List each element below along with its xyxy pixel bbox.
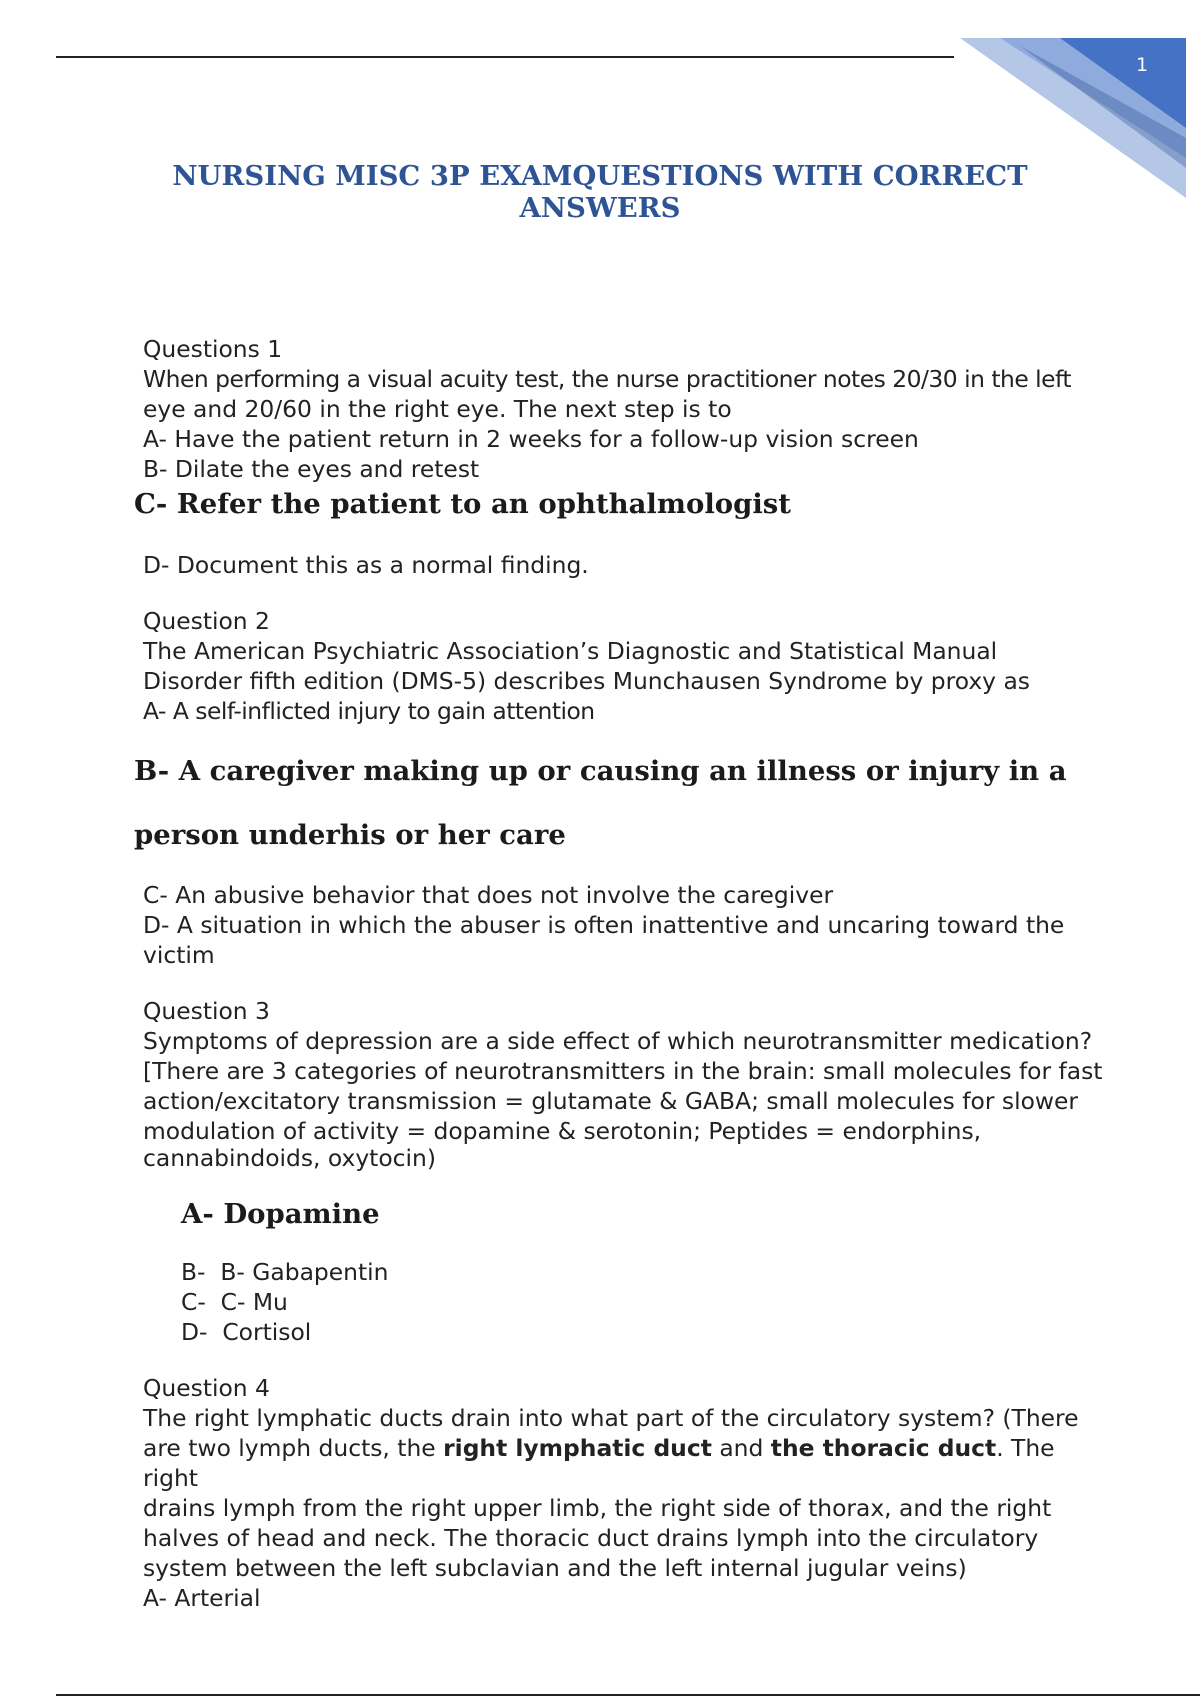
question-3 xyxy=(143,996,1103,1347)
stem-bold-term: the thoracic duct xyxy=(770,1434,997,1462)
stem-bold-term: right lymphatic duct xyxy=(443,1434,712,1462)
option-b: B- Dilate the eyes and retest xyxy=(143,455,480,483)
page-number: 1 xyxy=(1135,54,1149,76)
option-c: C- C- Mu xyxy=(181,1288,288,1316)
spacer xyxy=(143,580,1103,606)
question-stem-line: modulation of activity = dopamine & serotonin; Peptides = endorphins, xyxy=(143,1117,982,1145)
stem-text: . The right xyxy=(143,1434,1062,1492)
option-a: A- A self-inflicted injury to gain attention xyxy=(143,696,595,725)
correct-answer: A- Dopamine xyxy=(181,1197,380,1230)
stem-text: and xyxy=(711,1434,771,1462)
option-a: A- Arterial xyxy=(143,1584,261,1612)
stem-text: are two lymph ducts, the xyxy=(143,1434,444,1462)
question-stem-line: system between the left subclavian and the left internal jugular veins) xyxy=(143,1554,967,1582)
option-b: B- B- Gabapentin xyxy=(181,1258,389,1286)
question-stem-line: action/excitatory transmission = glutamate & GABA; small molecules for slower xyxy=(143,1087,1079,1115)
option-d: D- Cortisol xyxy=(181,1318,312,1346)
question-heading: Question 3 xyxy=(143,997,270,1025)
option-a: A- Have the patient return in 2 weeks for a follow-up vision screen xyxy=(143,425,919,453)
option-d-line: victim xyxy=(143,941,215,969)
correct-answer-line: B- A caregiver making up or causing an illness or injury in a xyxy=(134,755,1067,787)
question-stem-line: eye and 20/60 in the right eye. The next step is to xyxy=(143,395,732,423)
question-2 xyxy=(134,606,1103,971)
question-stem-line: When performing a visual acuity test, the nurse practitioner notes 20/30 in the left xyxy=(143,365,1072,393)
question-stem-line: Symptoms of depression are a side effect of which neurotransmitter medication? xyxy=(143,1027,1093,1055)
question-stem-line xyxy=(143,1433,1103,1493)
option-c: C- An abusive behavior that does not involve the caregiver xyxy=(143,881,834,909)
spacer xyxy=(143,970,1103,996)
correct-answer-line: person underhis or her care xyxy=(134,818,566,851)
question-stem-line: cannabindoids, oxytocin) xyxy=(143,1144,436,1172)
question-heading: Question 4 xyxy=(143,1374,270,1402)
question-stem-line: The right lymphatic ducts drain into what part of the circulatory system? (There xyxy=(143,1404,1079,1432)
document-title: NURSING MISC 3P EXAMQUESTIONS WITH CORRECT ANSWERS xyxy=(172,160,1028,224)
header-rule xyxy=(56,56,954,58)
question-heading: Questions 1 xyxy=(143,335,283,363)
question-stem-line: halves of head and neck. The thoracic duct drains lymph into the circulatory xyxy=(143,1524,1039,1552)
question-stem-line: The American Psychiatric Association’s Diagnostic and Statistical Manual xyxy=(143,636,998,665)
question-stem-line: drains lymph from the right upper limb, the right side of thorax, and the right xyxy=(143,1494,1052,1522)
question-heading: Question 2 xyxy=(143,606,270,635)
question-stem-line: [There are 3 categories of neurotransmitters in the brain: small molecules for fast xyxy=(143,1057,1103,1085)
option-d-line: D- A situation in which the abuser is often inattentive and uncaring toward the xyxy=(143,911,1065,939)
footer-rule xyxy=(56,1694,1200,1696)
correct-answer: C- Refer the patient to an ophthalmologist xyxy=(134,488,791,520)
option-d: D- Document this as a normal finding. xyxy=(143,550,589,579)
question-4 xyxy=(143,1373,1103,1613)
question-1 xyxy=(134,334,1103,580)
document-body xyxy=(134,334,1103,1613)
spacer xyxy=(143,1347,1103,1373)
question-stem-line: Disorder fifth edition (DMS-5) describes Munchausen Syndrome by proxy as xyxy=(143,666,1030,695)
